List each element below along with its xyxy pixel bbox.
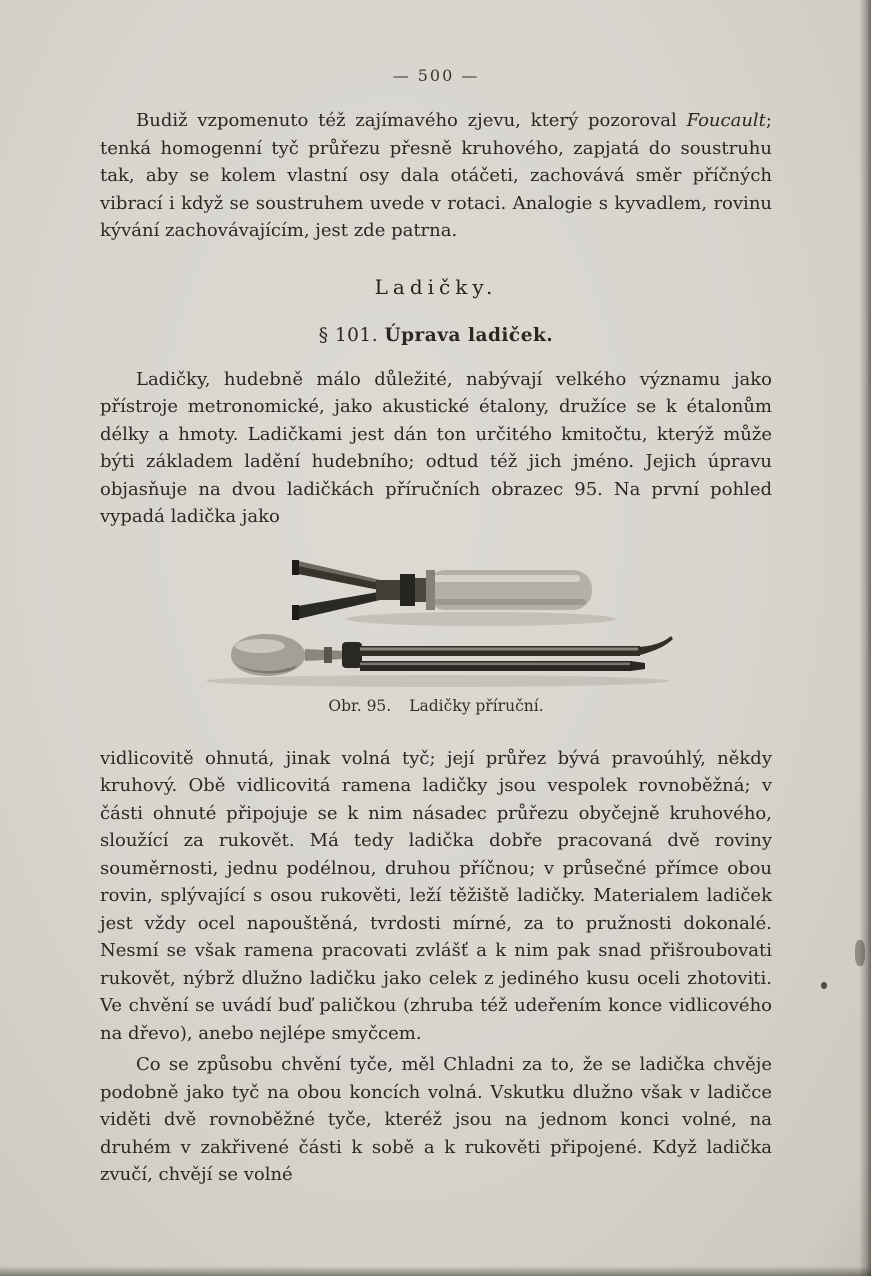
paragraph-foucault — [100, 107, 772, 245]
page-edge-shadow-bottom — [0, 1266, 871, 1276]
paragraph-ladicky-intro: Ladičky, hudebně málo důležité, nabývají velkého významu jako přístroje metronomické, jako akustické étalony, družíce se k étalonům délky a hmoty. Ladičkami jest dán ton určitého kmitočtu, kterýž může býti základem ladění hudebního; odtud též jich jméno. Jejich úpravu objasňuje na dvou ladičkách příručních obrazec 95. Na první pohled vypadá ladička jako — [100, 368, 772, 527]
tuning-forks-illustration — [176, 555, 696, 695]
figure-caption — [100, 697, 772, 715]
chapter-heading: Ladičky. — [374, 274, 498, 299]
paragraph-description: vidlicovitě ohnutá, jinak volná tyč; její průřez bývá pravoúhlý, někdy kruhový. Obě vidlicovitá ramena ladičky jsou vespolek rovnoběžná; v části ohnuté připojuje se k nim násadec průřezu obyčejně kruhového, sloužící za rukovět. Má tedy ladička dobře pracovaná dvě roviny souměrnosti, jednu podélnou, druhou příčnou; v průsečné přímce obou rovin, splývající s osou rukověti, leží těžiště ladičky. Materialem ladiček jest vždy ocel napouštěná, tvrdosti mírné, za to pružnosti dokonalé. Nesmí se však ramena pracovati zvlášť a k nim pak snad přišroubovati rukovět, nýbrž dlužno ladičku jako celek z jediného kusu oceli zhotoviti. Ve chvění se uvádí buď paličkou (zhruba též udeřením konce vidlicového na dřevo), anebo nejlépe smyčcem. — [100, 747, 772, 1044]
paragraph-foucault-part2: ; tenká homogenní tyč průřezu přesně kruhového, zapjatá do soustruhu tak, aby se kolem vlastní osy dala otáčeti, zachovává směr příčných vibrací i když se soustruhem uvede v rotaci. Analogie s kyvadlem, rovinu kývání zachovávajícím, jest zde patrna. — [100, 110, 772, 241]
section-title: Úprava ladiček. — [384, 324, 554, 346]
figure-caption-text: Ladičky příruční. — [409, 696, 544, 715]
paragraph-chladni: Co se způsobu chvění tyče, měl Chladni za to, že se ladička chvěje podobně jako tyč na obou koncích volná. Vskutku dlužno však v ladičce viděti dvě rovnoběžné tyče, kteréž jsou na jednom konci volné, na druhém v zakřivené části k sobě a k rukověti připojené. Když ladička zvučí, chvějí se volné — [100, 1054, 772, 1185]
tuning-fork-top-illustration — [292, 560, 592, 620]
scan-speck — [821, 982, 827, 989]
text-block — [100, 66, 772, 1189]
section-heading — [100, 325, 772, 346]
tuning-fork-bottom-illustration — [231, 634, 673, 676]
figure-caption-label: Obr. 95. — [328, 696, 392, 715]
page-number: — 500 — — [392, 66, 480, 85]
figure-tuning-forks — [100, 555, 772, 715]
paragraph-foucault-part1: Budiž vzpomenuto též zajímavého zjevu, který pozoroval — [136, 110, 687, 131]
author-name-foucault: Foucault — [686, 110, 766, 131]
page-edge-shadow-right — [859, 0, 871, 1276]
section-number: § 101. — [318, 324, 385, 346]
scan-smudge — [855, 940, 865, 966]
